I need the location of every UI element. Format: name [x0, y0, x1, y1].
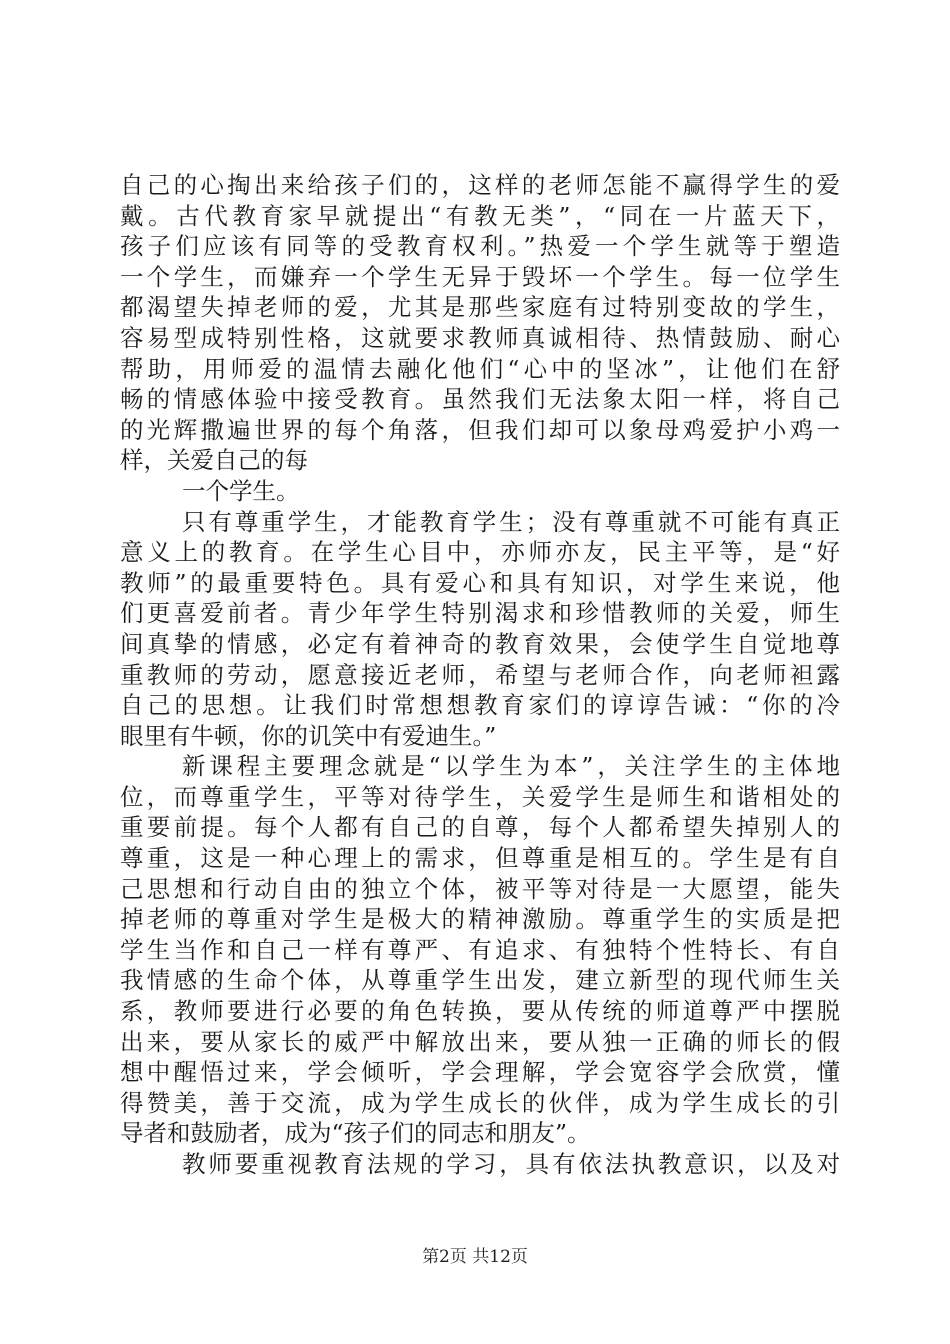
- text-line: 得赞美，善于交流，成为学生成长的伙伴，成为学生成长的引: [120, 1088, 840, 1117]
- text-line: 自己的心掏出来给孩子们的，这样的老师怎能不赢得学生的爱: [120, 171, 840, 199]
- text-line: 一个学生。: [182, 476, 300, 505]
- text-line: 出来，要从家长的威严中解放出来，要从独一正确的师长的假: [120, 1027, 840, 1056]
- text-line: 想中醒悟过来，学会倾听，学会理解，学会宽容学会欣赏，懂: [120, 1058, 840, 1087]
- text-line: 教师”的最重要特色。具有爱心和具有知识，对学生来说，他: [120, 568, 840, 597]
- text-line: 自己的思想。让我们时常想想教育家们的谆谆告诫：“你的冷: [120, 691, 840, 720]
- text-line: 系，教师要进行必要的角色转换，要从传统的师道尊严中摆脱: [120, 997, 840, 1026]
- text-line: 学生当作和自己一样有尊严、有追求、有独特个性特长、有自: [120, 935, 840, 964]
- text-line: 位，而尊重学生，平等对待学生，关爱学生是师生和谐相处的: [120, 782, 840, 811]
- text-line: 帮助，用师爱的温情去融化他们“心中的坚冰”，让他们在舒: [120, 354, 840, 383]
- text-line: 一个学生，而嫌弃一个学生无异于毁坏一个学生。每一位学生: [120, 262, 840, 291]
- text-line: 重教师的劳动，愿意接近老师，希望与老师合作，向老师袒露: [120, 660, 840, 689]
- text-line: 戴。古代教育家早就提出“有教无类”，“同在一片蓝天下，: [120, 201, 840, 230]
- text-line: 们更喜爱前者。青少年学生特别渴求和珍惜教师的关爱，师生: [120, 599, 840, 628]
- text-line: 导者和鼓励者，成为“孩子们的同志和朋友”。: [120, 1119, 591, 1148]
- text-line: 的光辉撒遍世界的每个角落，但我们却可以象母鸡爱护小鸡一: [120, 415, 840, 444]
- text-line: 重要前提。每个人都有自己的自尊，每个人都希望失掉别人的: [120, 813, 840, 842]
- text-line: 掉老师的尊重对学生是极大的精神激励。尊重学生的实质是把: [120, 905, 840, 934]
- text-line: 教师要重视教育法规的学习，具有依法执教意识，以及对: [182, 1150, 840, 1178]
- text-line: 间真挚的情感，必定有着神奇的教育效果，会使学生自觉地尊: [120, 629, 840, 658]
- text-line: 尊重，这是一种心理上的需求，但尊重是相互的。学生是有自: [120, 844, 840, 873]
- text-line: 都渴望失掉老师的爱，尤其是那些家庭有过特别变故的学生，: [120, 293, 840, 322]
- text-line: 新课程主要理念就是“以学生为本”，关注学生的主体地: [182, 752, 840, 781]
- text-line: 我情感的生命个体，从尊重学生出发，建立新型的现代师生关: [120, 966, 840, 995]
- text-line: 只有尊重学生，才能教育学生；没有尊重就不可能有真正: [182, 507, 840, 536]
- text-line: 眼里有牛顿，你的讥笑中有爱迪生。”: [120, 721, 497, 750]
- text-line: 孩子们应该有同等的受教育权利。”热爱一个学生就等于塑造: [120, 232, 840, 261]
- text-line: 容易型成特别性格，这就要求教师真诚相待、热情鼓励、耐心: [120, 323, 840, 352]
- text-line: 己思想和行动自由的独立个体，被平等对待是一大愿望，能失: [120, 874, 840, 903]
- text-line: 畅的情感体验中接受教育。虽然我们无法象太阳一样，将自己: [120, 385, 840, 414]
- text-line: 意义上的教育。在学生心目中，亦师亦友，民主平等，是“好: [120, 538, 840, 567]
- text-line: 样，关爱自己的每: [120, 446, 308, 475]
- page-number-footer: 第2页 共12页: [422, 1247, 528, 1267]
- document-body: [120, 170, 840, 1180]
